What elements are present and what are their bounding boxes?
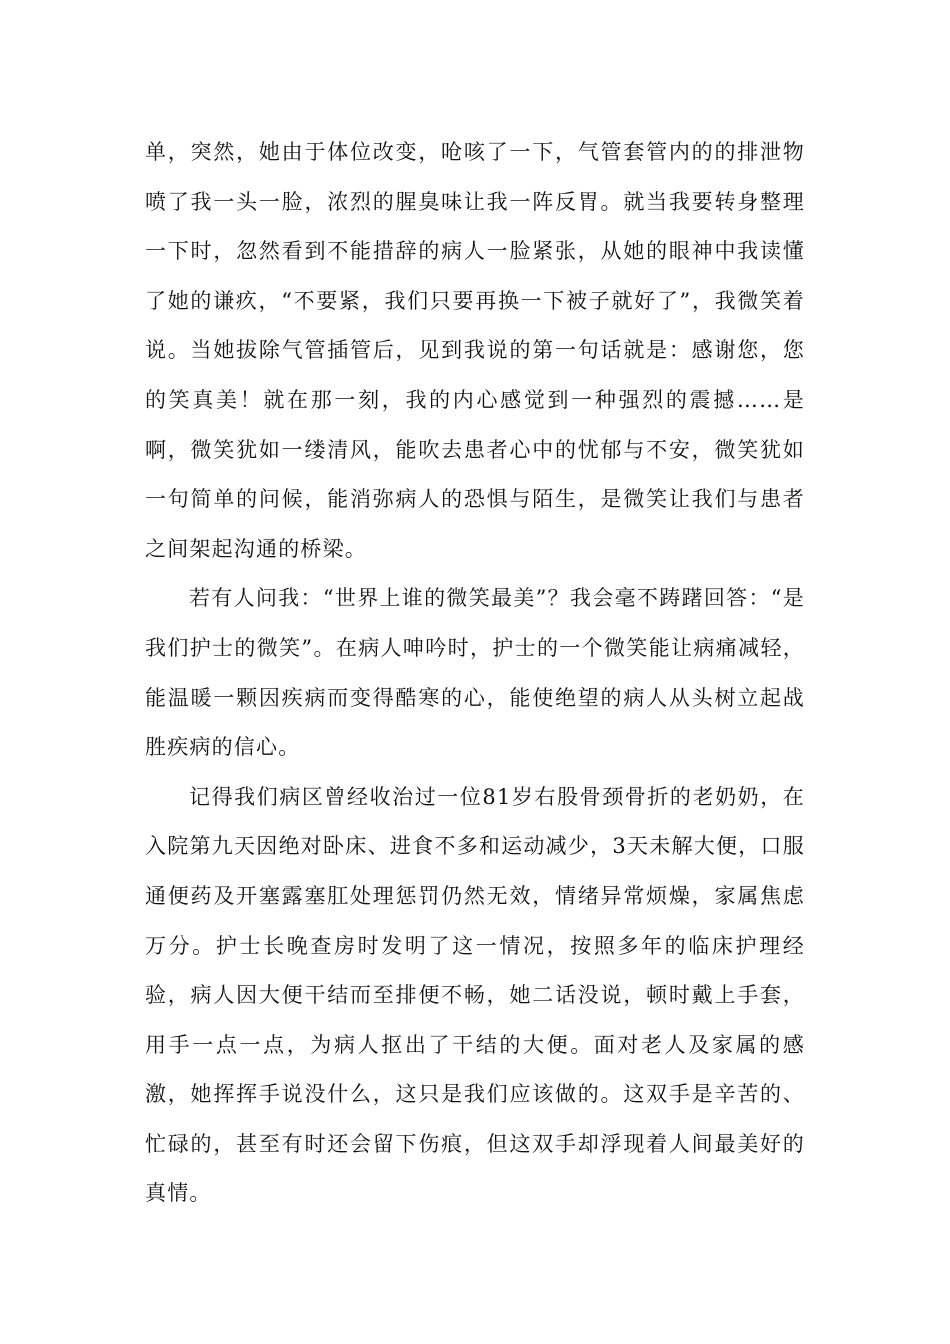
- paragraph-3: 记得我们病区曾经收治过一位81岁右股骨颈骨折的老奶奶，在入院第九天因绝对卧床、进食不多和运动减少，3天未解大便，口服通便药及开塞露塞肛处理惩罚仍然无效，情绪异常烦燥，家属焦虑万分。护士长晚查房时发明了这一情况，按照多年的临床护理经验，病人因大便干结而至排便不畅，她二话没说，顿时戴上手套，用手一点一点，为病人抠出了干结的大便。面对老人及家属的感激，她挥挥手说没什么，这只是我们应该做的。这双手是辛苦的、忙碌的，甚至有时还会留下伤痕，但这双手却浮现着人间最美好的真情。: [145, 784, 805, 1206]
- paragraph-1: 单，突然，她由于体位改变，呛咳了一下，气管套管内的的排泄物喷了我一头一脸，浓烈的腥臭味让我一阵反胃。就当我要转身整理一下时，忽然看到不能措辞的病人一脸紧张，从她的眼神中我读懂了她的谦疚，“不要紧，我们只要再换一下被子就好了”，我微笑着说。当她拔除气管插管后，见到我说的第一句话就是：感谢您，您的笑真美！就在那一刻，我的内心感觉到一种强烈的震撼……是啊，微笑犹如一缕清风，能吹去患者心中的忧郁与不安，微笑犹如一句简单的问候，能消弥病人的恐惧与陌生，是微笑让我们与患者之间架起沟通的桥梁。: [145, 140, 805, 561]
- document-body: [145, 128, 805, 1219]
- paragraph-2: 若有人问我：“世界上谁的微笑最美”？我会毫不踌躇回答：“是我们护士的微笑”。在病人呻吟时，护士的一个微笑能让病痛减轻，能温暖一颗因疾病而变得酷寒的心，能使绝望的病人从头树立起战胜疾病的信心。: [145, 586, 805, 760]
